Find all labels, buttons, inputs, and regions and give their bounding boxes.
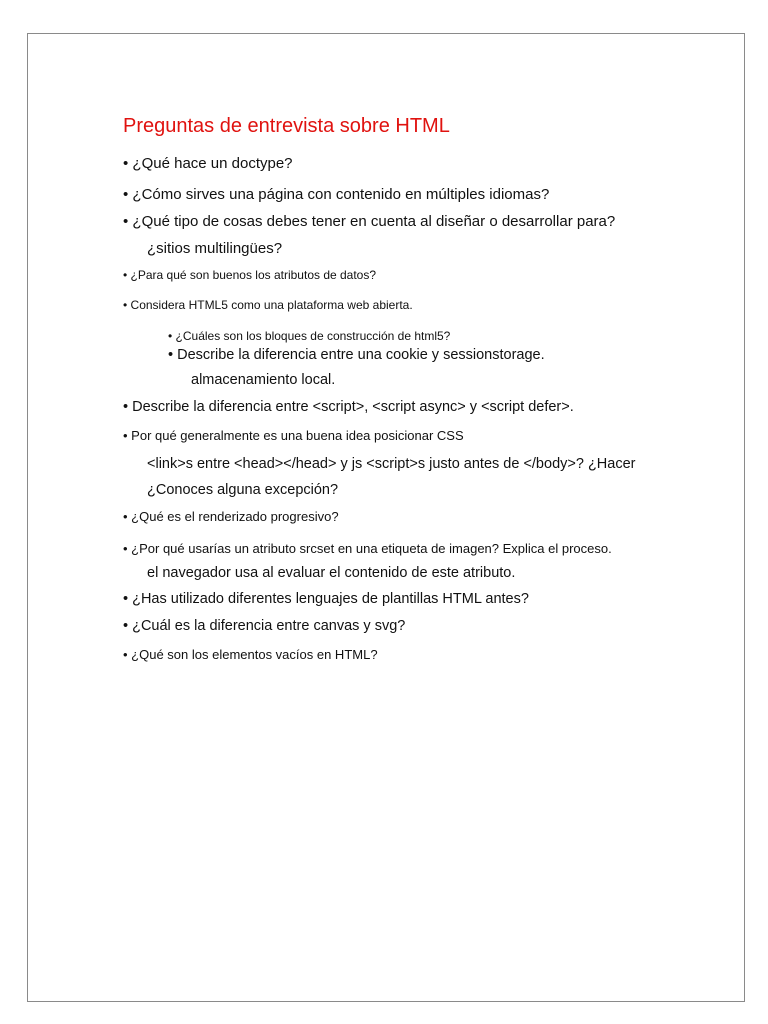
page-title: Preguntas de entrevista sobre HTML [123, 115, 450, 137]
question-line: • ¿Por qué usarías un atributo srcset en una etiqueta de imagen? Explica el proceso. [123, 541, 612, 556]
question-continuation-line: el navegador usa al evaluar el contenido de este atributo. [147, 565, 516, 581]
sub-question-continuation-line: almacenamiento local. [191, 372, 336, 388]
question-line: • ¿Cuál es la diferencia entre canvas y svg? [123, 618, 406, 634]
question-line: • Describe la diferencia entre <script>, <script async> y <script defer>. [123, 399, 574, 415]
question-line: • Considera HTML5 como una plataforma web abierta. [123, 298, 413, 312]
question-continuation-line: ¿Conoces alguna excepción? [147, 482, 339, 498]
sub-question-line: • ¿Cuáles son los bloques de construcción de html5? [168, 329, 451, 343]
question-line: • ¿Has utilizado diferentes lenguajes de plantillas HTML antes? [123, 591, 529, 607]
sub-question-line: • Describe la diferencia entre una cookie y sessionstorage. [168, 347, 545, 363]
question-line: • ¿Qué tipo de cosas debes tener en cuenta al diseñar o desarrollar para? [123, 213, 616, 230]
question-line: • ¿Para qué son buenos los atributos de datos? [123, 268, 377, 282]
question-line: • ¿Qué son los elementos vacíos en HTML? [123, 647, 378, 662]
question-line: • ¿Cómo sirves una página con contenido en múltiples idiomas? [123, 186, 550, 203]
question-line: • ¿Qué es el renderizado progresivo? [123, 509, 339, 524]
question-line: • Por qué generalmente es una buena idea posicionar CSS [123, 428, 464, 443]
question-continuation-line: ¿sitios multilingües? [147, 240, 283, 257]
question-line: • ¿Qué hace un doctype? [123, 155, 293, 172]
question-continuation-line: <link>s entre <head></head> y js <script>s justo antes de </body>? ¿Hacer [147, 456, 636, 472]
